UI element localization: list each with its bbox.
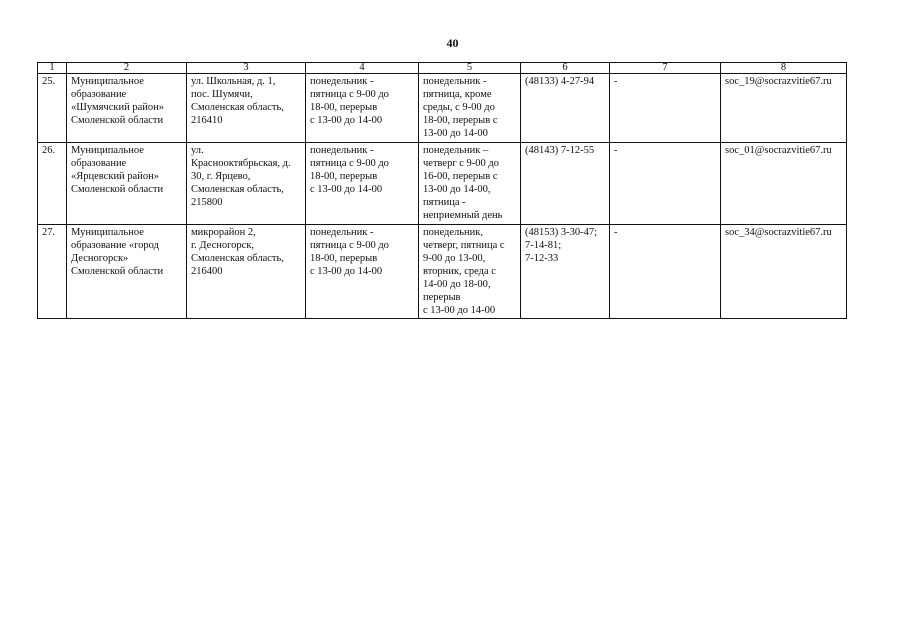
page-number: 40 xyxy=(446,36,459,50)
municipality-name: Муниципальное образование «Ярцевский район» Смоленской области xyxy=(67,143,187,225)
table-row xyxy=(38,225,847,319)
email: soc_19@socrazvitie67.ru xyxy=(721,74,847,143)
row-number: 25. xyxy=(38,74,67,143)
reception-hours: понедельник - пятница, кроме среды, с 9-00 до 18-00, перерыв с 13-00 до 14-00 xyxy=(419,74,521,143)
table-row xyxy=(38,143,847,225)
column-header-2: 2 xyxy=(67,63,187,74)
column-7-value: - xyxy=(610,74,721,143)
working-hours: понедельник - пятница с 9-00 до 18-00, перерыв с 13-00 до 14-00 xyxy=(306,225,419,319)
address: ул. Краснооктябрьская, д. 30, г. Ярцево, Смоленская область, 215800 xyxy=(187,143,306,225)
address: микрорайон 2, г. Десногорск, Смоленская область, 216400 xyxy=(187,225,306,319)
row-number: 26. xyxy=(38,143,67,225)
column-header-1: 1 xyxy=(38,63,67,74)
working-hours: понедельник - пятница с 9-00 до 18-00, перерыв с 13-00 до 14-00 xyxy=(306,74,419,143)
address: ул. Школьная, д. 1, пос. Шумячи, Смоленская область, 216410 xyxy=(187,74,306,143)
email: soc_34@socrazvitie67.ru xyxy=(721,225,847,319)
municipality-name: Муниципальное образование «город Десногорск» Смоленской области xyxy=(67,225,187,319)
email: soc_01@socrazvitie67.ru xyxy=(721,143,847,225)
row-number: 27. xyxy=(38,225,67,319)
table-row xyxy=(38,74,847,143)
table-header-row xyxy=(38,63,847,74)
reception-hours: понедельник – четверг с 9-00 до 16-00, перерыв с 13-00 до 14-00, пятница - неприемный день xyxy=(419,143,521,225)
reception-hours: понедельник, четверг, пятница с 9-00 до 13-00, вторник, среда с 14-00 до 18-00, перерыв с 13-00 до 14-00 xyxy=(419,225,521,319)
column-7-value: - xyxy=(610,143,721,225)
column-header-8: 8 xyxy=(721,63,847,74)
column-7-value: - xyxy=(610,225,721,319)
column-header-5: 5 xyxy=(419,63,521,74)
institutions-table xyxy=(37,62,847,319)
municipality-name: Муниципальное образование «Шумячский район» Смоленской области xyxy=(67,74,187,143)
phone: (48153) 3-30-47; 7-14-81; 7-12-33 xyxy=(521,225,610,319)
phone: (48143) 7-12-55 xyxy=(521,143,610,225)
phone: (48133) 4-27-94 xyxy=(521,74,610,143)
column-header-3: 3 xyxy=(187,63,306,74)
column-header-6: 6 xyxy=(521,63,610,74)
working-hours: понедельник - пятница с 9-00 до 18-00, перерыв с 13-00 до 14-00 xyxy=(306,143,419,225)
column-header-7: 7 xyxy=(610,63,721,74)
column-header-4: 4 xyxy=(306,63,419,74)
